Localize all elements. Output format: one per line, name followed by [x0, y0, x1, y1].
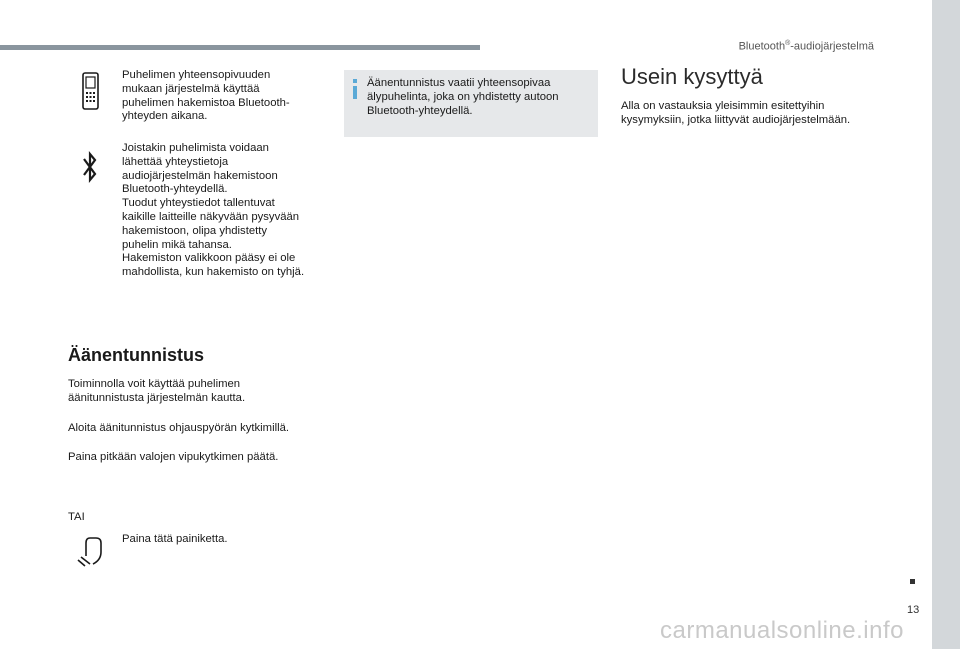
or-label: TAI: [68, 511, 85, 523]
voice-recognition-step-steering: Aloita äänitunnistus ohjauspyörän kytkimillä.: [68, 422, 290, 434]
section-title-voice-recognition: Äänentunnistus: [68, 345, 205, 365]
bluetooth-icon: [82, 150, 98, 184]
running-header: Bluetooth®-audiojärjestelmä: [738, 40, 874, 53]
faq-title: Usein kysyttyä: [621, 64, 763, 89]
mobile-phone-icon: [81, 72, 101, 110]
touch-press-icon: [76, 536, 106, 568]
header-rule: [0, 45, 480, 50]
page-edge-band: [932, 0, 960, 649]
voice-recognition-step-stalk: Paina pitkään valojen vipukytkimen päätä.: [68, 451, 279, 463]
info-callout-text: Äänentunnistus vaatii yhteensopivaa älypuhelinta, joka on yhdistetty autoon Bluetooth-yhteydellä.: [367, 77, 559, 117]
phonebook-compatibility-text: Puhelimen yhteensopivuuden mukaan järjestelmä käyttää puhelimen hakemistoa Bluetooth- yhteyden aikana.: [122, 69, 290, 123]
watermark: carmanualsonline.info: [660, 617, 904, 644]
faq-intro-text: Alla on vastauksia yleisimmin esitettyihin kysymyksiin, jotka liittyvät audiojärjestelmään.: [621, 100, 851, 126]
contacts-transfer-text: Joistakin puhelimista voidaan lähettää yhteystietoja audiojärjestelmän hakemistoon Bluetooth-yhteydellä. Tuodut yhteystiedot tallentuvat kaikille laitteille näkyvään pysyvään hakemistoon, olipa yhdistetty puhelin mikä tahansa. Hakemiston valikkoon pääsy ei ole mahdollista, kun hakemisto on tyhjä.: [122, 142, 305, 279]
press-button-text: Paina tätä painiketta.: [122, 533, 228, 545]
page-marker: [910, 579, 915, 584]
voice-recognition-intro: Toiminnolla voit käyttää puhelimen äänitunnistusta järjestelmän kautta.: [68, 378, 246, 404]
page-number: 13: [907, 604, 920, 616]
info-icon: [353, 79, 357, 99]
